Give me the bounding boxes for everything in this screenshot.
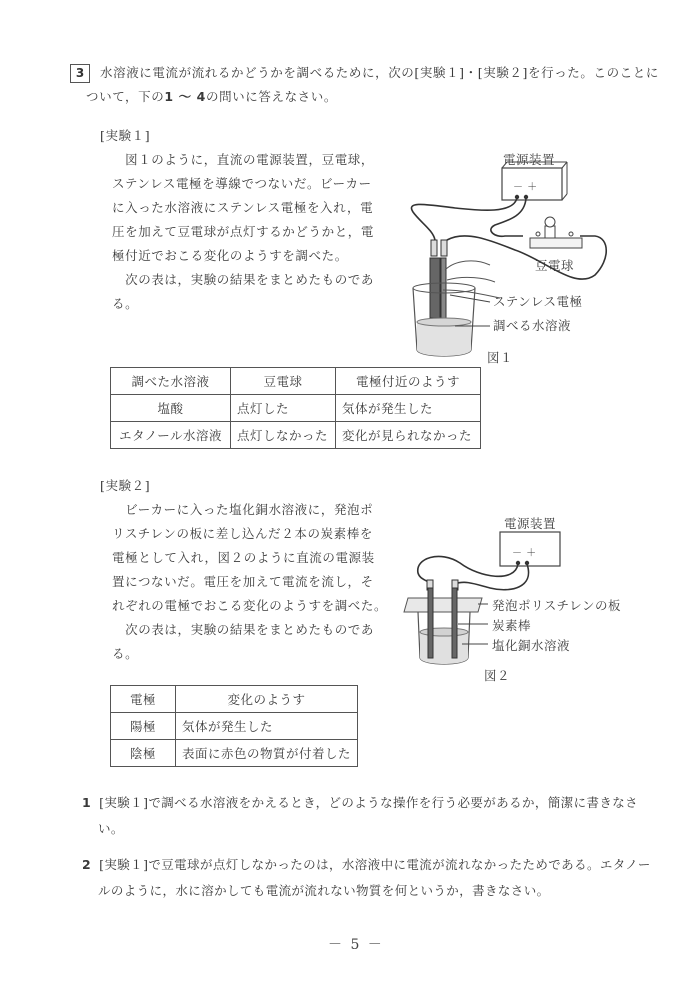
intro-line-2 [86,85,337,109]
figure-1-power-supply-label: 電源装置 [503,152,556,167]
experiment1-body [112,148,374,316]
experiment1-line: に入った水溶液にステンレス電極を入れ，電 [112,200,374,215]
question-2 [82,852,651,904]
table-header-cell: 調べた水溶液 [111,368,231,395]
question-1-line-2: い。 [98,821,124,836]
experiment2-line: れぞれの電極でおこる変化のようすを調べた。 [112,598,388,613]
table-cell: エタノール水溶液 [111,422,231,449]
table-header-cell: 電極付近のようす [336,368,481,395]
figure-1-solution-label: 調べる水溶液 [493,318,572,333]
question-1-line-1 [82,790,638,816]
figure-2-board-label: 発泡ポリスチレンの板 [492,598,621,613]
experiment1-line: ステンレス電極を導線でつないだ。ビーカー [112,176,372,191]
experiment1-line: 図１のように，直流の電源装置，豆電球， [112,152,375,167]
figure-1-caption: 図１ [487,350,514,365]
table-cell: 陽極 [111,713,176,740]
figure-2-polarity-label: － ＋ [512,548,537,559]
table-row [111,422,481,449]
table-cell: 陰極 [111,740,176,767]
intro-line-2-post: の問いに答えなさい。 [205,89,337,104]
table-row [111,713,358,740]
experiment1-results-table [110,367,481,449]
table-row [111,740,358,767]
table-row [111,395,481,422]
table-header-cell: 電極 [111,686,176,713]
table-cell: 変化が見られなかった [336,422,481,449]
table-cell: 表面に赤色の物質が付着した [176,740,358,767]
experiment1-line: る。 [112,296,139,311]
figure-2 [400,508,640,688]
figure-1-electrode-label: ステンレス電極 [493,294,583,309]
question-2-line-2: ルのように，水に溶かしても電流が流れない物質を何というか，書きなさい。 [98,883,550,898]
table-header-cell: 変化のようす [176,686,358,713]
experiment2-heading: [実験２] [100,478,151,493]
experiment2-line: る。 [112,646,139,661]
table-header-row [111,686,358,713]
experiment2-line: 置につないだ。電圧を加えて電流を流し，そ [112,574,374,589]
figure-1-bulb-label: 豆電球 [535,258,575,273]
figure-1 [395,140,655,370]
intro-line-1: 水溶液に電流が流れるかどうかを調べるために，次の[実験１]・[実験２]を行った。このことに [100,65,660,80]
question-1-text: [実験１]で調べる水溶液をかえるとき，どのような操作を行う必要があるか，簡潔に書きなさ [99,795,639,810]
table-cell: 点灯した [231,395,336,422]
question-2-number: 2 [82,857,92,872]
page-number: － 5 － [328,937,384,953]
table-header-row [111,368,481,395]
experiment2-results-table [110,685,358,767]
table-cell: 点灯しなかった [231,422,336,449]
figure-2-rod-label: 炭素棒 [492,618,532,633]
figure-1-polarity-label: － ＋ [513,182,538,193]
question-1-number: 1 [82,795,92,810]
figure-2-caption: 図２ [484,668,511,683]
experiment2-line: ビーカーに入った塩化銅水溶液に，発泡ポ [112,502,374,517]
table-cell: 気体が発生した [176,713,358,740]
experiment2-body [112,498,387,666]
figure-2-power-supply-label: 電源装置 [504,516,557,531]
intro-question-range: 1 ～ 4 [164,89,206,104]
table-cell: 塩酸 [111,395,231,422]
intro-line-2-pre: ついて，下の [86,89,165,104]
figure-2-solution-label: 塩化銅水溶液 [492,638,571,653]
experiment2-line: 次の表は，実験の結果をまとめたものであ [112,622,375,637]
experiment1-line: 次の表は，実験の結果をまとめたものであ [112,272,375,287]
question-number-box: 3 [70,64,90,83]
question-2-line-1 [82,852,651,878]
figure-1-diagram [395,140,655,370]
experiment1-heading: [実験１] [100,128,151,143]
question-2-text: [実験１]で豆電球が点灯しなかったのは，水溶液中に電流が流れなかったためである。エタノー [99,857,651,872]
experiment1-line: 極付近でおこる変化のようすを調べた。 [112,248,348,263]
question-1 [82,790,638,842]
experiment2-line: リスチレンの板に差し込んだ２本の炭素棒を [112,526,373,541]
experiment1-line: 圧を加えて豆電球が点灯するかどうかと，電 [112,224,375,239]
table-cell: 気体が発生した [336,395,481,422]
experiment2-line: 電極として入れ，図２のように直流の電源装 [112,550,375,565]
table-header-cell: 豆電球 [231,368,336,395]
